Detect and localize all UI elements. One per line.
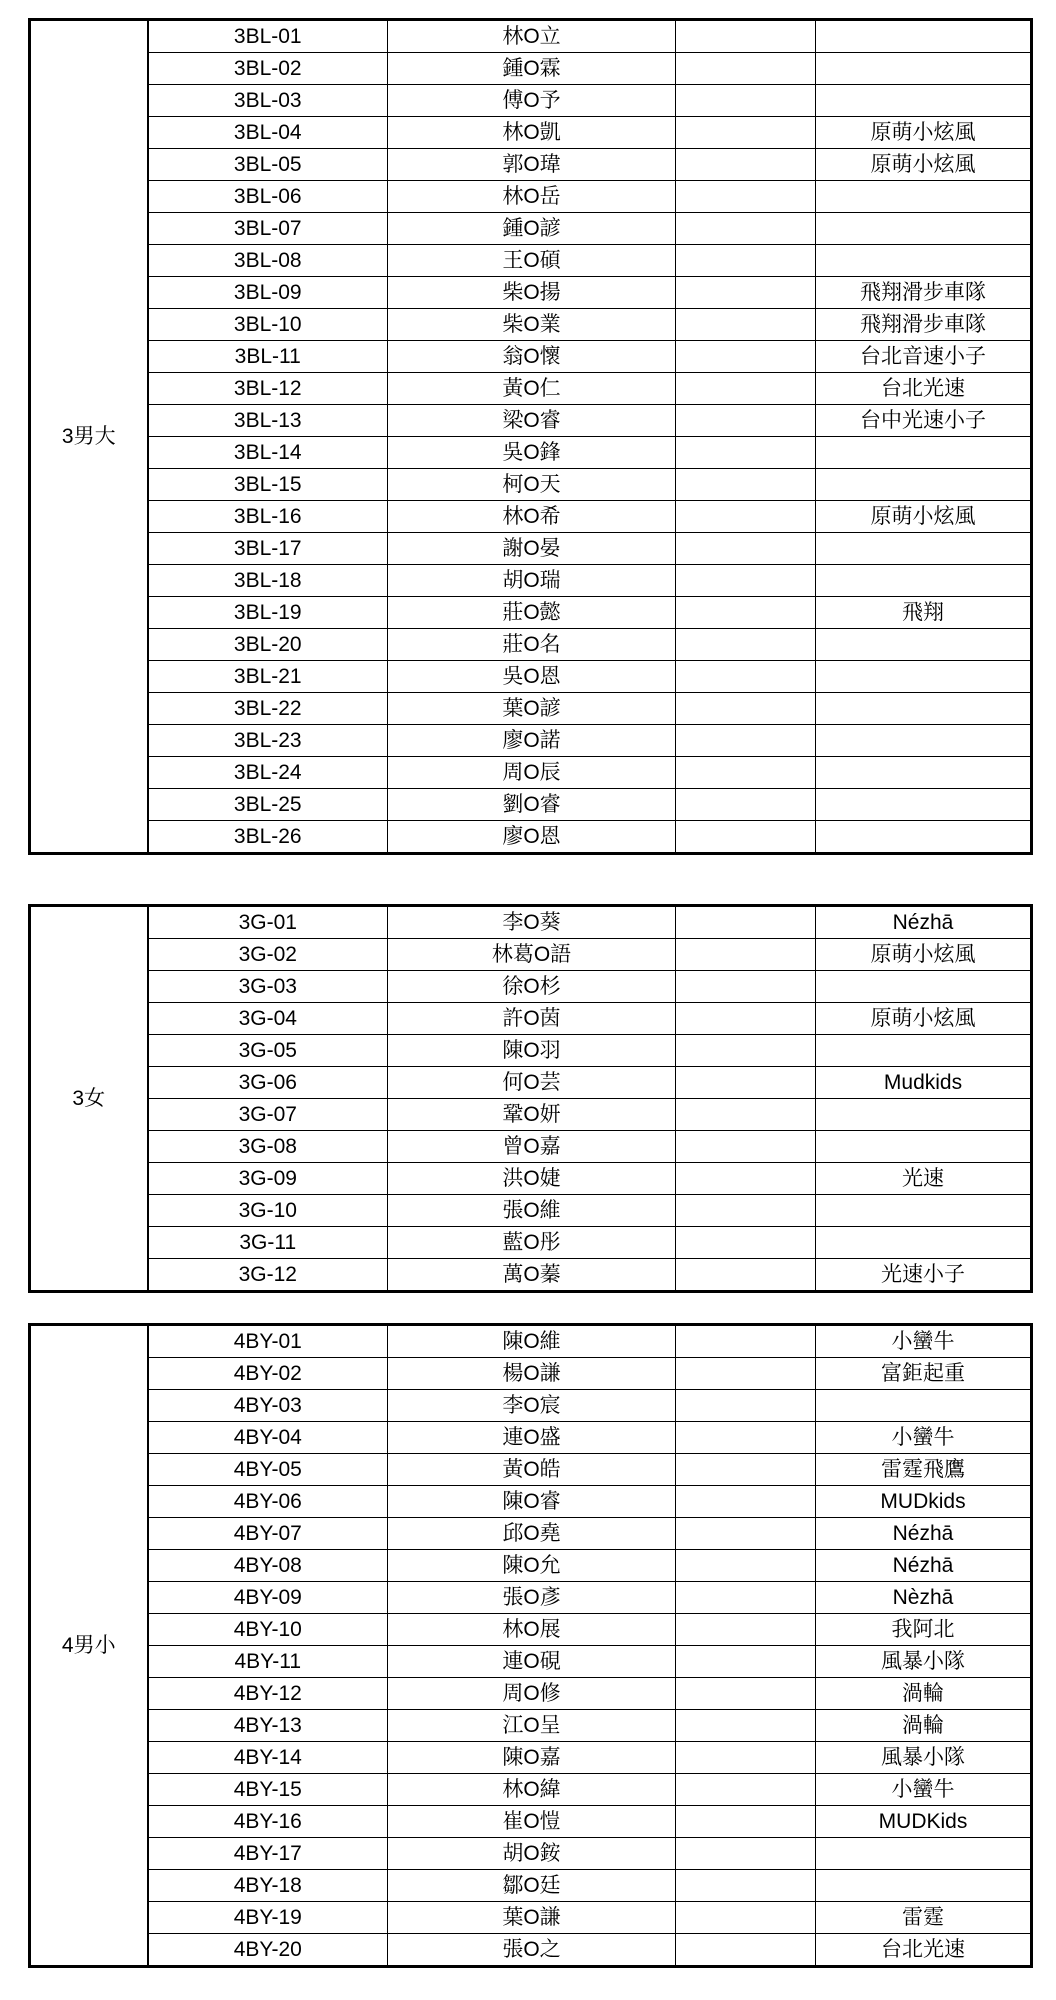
racer-id-cell: 3BL-09 — [148, 277, 388, 309]
racer-id-cell: 3BL-18 — [148, 565, 388, 597]
racer-id-cell: 4BY-10 — [148, 1614, 388, 1646]
table-row — [30, 693, 1032, 725]
table-row — [30, 437, 1032, 469]
racer-id-cell: 3BL-07 — [148, 213, 388, 245]
table-row — [30, 1678, 1032, 1710]
blank-cell — [676, 1742, 816, 1774]
table-row — [30, 971, 1032, 1003]
blank-cell — [676, 85, 816, 117]
roster-table — [28, 18, 1033, 855]
table-row — [30, 213, 1032, 245]
table-row — [30, 405, 1032, 437]
racer-name-cell: 林O立 — [388, 20, 676, 53]
blank-cell — [676, 245, 816, 277]
table-row — [30, 906, 1032, 939]
racer-id-cell: 4BY-06 — [148, 1486, 388, 1518]
table-row — [30, 373, 1032, 405]
team-cell: Nézhā — [816, 906, 1032, 939]
team-cell: 台北光速 — [816, 373, 1032, 405]
table-row — [30, 725, 1032, 757]
table-row — [30, 277, 1032, 309]
racer-id-cell: 3BL-11 — [148, 341, 388, 373]
team-cell: 雷霆飛鷹 — [816, 1454, 1032, 1486]
racer-id-cell: 4BY-08 — [148, 1550, 388, 1582]
racer-id-cell: 3BL-12 — [148, 373, 388, 405]
racer-name-cell: 楊O謙 — [388, 1358, 676, 1390]
table-row — [30, 117, 1032, 149]
racer-id-cell: 3G-07 — [148, 1099, 388, 1131]
team-cell — [816, 629, 1032, 661]
table-row — [30, 789, 1032, 821]
racer-id-cell: 3BL-15 — [148, 469, 388, 501]
blank-cell — [676, 1227, 816, 1259]
blank-cell — [676, 1550, 816, 1582]
racer-name-cell: 李O葵 — [388, 906, 676, 939]
blank-cell — [676, 501, 816, 533]
team-cell — [816, 789, 1032, 821]
team-cell: 原萌小炫風 — [816, 939, 1032, 971]
table-row — [30, 1774, 1032, 1806]
racer-name-cell: 柯O天 — [388, 469, 676, 501]
blank-cell — [676, 533, 816, 565]
blank-cell — [676, 1259, 816, 1292]
team-cell: 飛翔滑步車隊 — [816, 309, 1032, 341]
racer-name-cell: 吳O鋒 — [388, 437, 676, 469]
team-cell — [816, 533, 1032, 565]
racer-id-cell: 3G-03 — [148, 971, 388, 1003]
table-row — [30, 1934, 1032, 1967]
racer-name-cell: 廖O恩 — [388, 821, 676, 854]
blank-cell — [676, 181, 816, 213]
team-cell: 飛翔滑步車隊 — [816, 277, 1032, 309]
team-cell — [816, 565, 1032, 597]
racer-name-cell: 陳O羽 — [388, 1035, 676, 1067]
racer-id-cell: 4BY-15 — [148, 1774, 388, 1806]
racer-name-cell: 洪O婕 — [388, 1163, 676, 1195]
team-cell — [816, 1390, 1032, 1422]
racer-name-cell: 邱O堯 — [388, 1518, 676, 1550]
racer-name-cell: 林O凱 — [388, 117, 676, 149]
team-cell: Nézhā — [816, 1550, 1032, 1582]
racer-id-cell: 3BL-10 — [148, 309, 388, 341]
table-row — [30, 565, 1032, 597]
table-row — [30, 469, 1032, 501]
team-cell: 我阿北 — [816, 1614, 1032, 1646]
racer-id-cell: 3G-04 — [148, 1003, 388, 1035]
blank-cell — [676, 693, 816, 725]
team-cell: Nézhā — [816, 1518, 1032, 1550]
team-cell: 原萌小炫風 — [816, 117, 1032, 149]
racer-name-cell: 柴O揚 — [388, 277, 676, 309]
blank-cell — [676, 1614, 816, 1646]
racer-id-cell: 4BY-19 — [148, 1902, 388, 1934]
blank-cell — [676, 437, 816, 469]
racer-id-cell: 3G-09 — [148, 1163, 388, 1195]
table-row — [30, 1646, 1032, 1678]
table-row — [30, 597, 1032, 629]
racer-name-cell: 翁O懷 — [388, 341, 676, 373]
blank-cell — [676, 1454, 816, 1486]
racer-id-cell: 3G-02 — [148, 939, 388, 971]
racer-name-cell: 萬O蓁 — [388, 1259, 676, 1292]
team-cell: Mudkids — [816, 1067, 1032, 1099]
team-cell: 光速小子 — [816, 1259, 1032, 1292]
blank-cell — [676, 1806, 816, 1838]
table-row — [30, 309, 1032, 341]
table-row — [30, 939, 1032, 971]
racer-name-cell: 林O緯 — [388, 1774, 676, 1806]
table-row — [30, 1227, 1032, 1259]
table-row — [30, 1582, 1032, 1614]
table-row — [30, 1614, 1032, 1646]
table-row — [30, 1870, 1032, 1902]
team-cell: 原萌小炫風 — [816, 501, 1032, 533]
table-row — [30, 1259, 1032, 1292]
team-cell — [816, 437, 1032, 469]
team-cell: 小蠻牛 — [816, 1774, 1032, 1806]
blank-cell — [676, 309, 816, 341]
table-row — [30, 1195, 1032, 1227]
team-cell: 光速 — [816, 1163, 1032, 1195]
category-cell: 4男小 — [30, 1325, 148, 1967]
table-row — [30, 501, 1032, 533]
table-row — [30, 1131, 1032, 1163]
racer-name-cell: 葉O謙 — [388, 1902, 676, 1934]
racer-name-cell: 胡O銨 — [388, 1838, 676, 1870]
blank-cell — [676, 971, 816, 1003]
racer-name-cell: 何O芸 — [388, 1067, 676, 1099]
blank-cell — [676, 277, 816, 309]
team-cell — [816, 1131, 1032, 1163]
blank-cell — [676, 1003, 816, 1035]
racer-name-cell: 黃O仁 — [388, 373, 676, 405]
racer-name-cell: 鍾O諺 — [388, 213, 676, 245]
racer-id-cell: 3BL-04 — [148, 117, 388, 149]
racer-id-cell: 3BL-20 — [148, 629, 388, 661]
table-row — [30, 1806, 1032, 1838]
racer-name-cell: 莊O懿 — [388, 597, 676, 629]
racer-id-cell: 4BY-07 — [148, 1518, 388, 1550]
table-row — [30, 1003, 1032, 1035]
team-cell — [816, 53, 1032, 85]
racer-name-cell: 李O宸 — [388, 1390, 676, 1422]
racer-id-cell: 3G-05 — [148, 1035, 388, 1067]
racer-id-cell: 3BL-22 — [148, 693, 388, 725]
racer-name-cell: 柴O業 — [388, 309, 676, 341]
racer-id-cell: 3BL-26 — [148, 821, 388, 854]
blank-cell — [676, 1325, 816, 1358]
blank-cell — [676, 1099, 816, 1131]
racer-id-cell: 4BY-20 — [148, 1934, 388, 1967]
blank-cell — [676, 1131, 816, 1163]
table-row — [30, 661, 1032, 693]
blank-cell — [676, 1195, 816, 1227]
racer-name-cell: 梁O睿 — [388, 405, 676, 437]
racer-name-cell: 許O茵 — [388, 1003, 676, 1035]
table-row — [30, 1390, 1032, 1422]
table-row — [30, 1099, 1032, 1131]
team-cell — [816, 469, 1032, 501]
team-cell — [816, 181, 1032, 213]
team-cell: 台北音速小子 — [816, 341, 1032, 373]
blank-cell — [676, 1774, 816, 1806]
blank-cell — [676, 341, 816, 373]
racer-name-cell: 連O盛 — [388, 1422, 676, 1454]
racer-name-cell: 劉O睿 — [388, 789, 676, 821]
blank-cell — [676, 757, 816, 789]
racer-id-cell: 3BL-14 — [148, 437, 388, 469]
team-cell: 風暴小隊 — [816, 1646, 1032, 1678]
racer-name-cell: 林葛O語 — [388, 939, 676, 971]
table-row — [30, 20, 1032, 53]
racer-name-cell: 謝O晏 — [388, 533, 676, 565]
racer-id-cell: 3G-06 — [148, 1067, 388, 1099]
racer-id-cell: 3BL-02 — [148, 53, 388, 85]
table-row — [30, 1742, 1032, 1774]
racer-id-cell: 3BL-24 — [148, 757, 388, 789]
team-cell — [816, 661, 1032, 693]
racer-name-cell: 林O岳 — [388, 181, 676, 213]
blank-cell — [676, 789, 816, 821]
racer-name-cell: 張O之 — [388, 1934, 676, 1967]
blank-cell — [676, 117, 816, 149]
team-cell — [816, 85, 1032, 117]
racer-name-cell: 張O維 — [388, 1195, 676, 1227]
table-row — [30, 1163, 1032, 1195]
racer-name-cell: 陳O允 — [388, 1550, 676, 1582]
blank-cell — [676, 1838, 816, 1870]
racer-id-cell: 3BL-19 — [148, 597, 388, 629]
racer-name-cell: 張O彥 — [388, 1582, 676, 1614]
blank-cell — [676, 1390, 816, 1422]
racer-name-cell: 藍O彤 — [388, 1227, 676, 1259]
racer-id-cell: 3BL-17 — [148, 533, 388, 565]
table-row — [30, 1486, 1032, 1518]
blank-cell — [676, 53, 816, 85]
blank-cell — [676, 1870, 816, 1902]
category-cell: 3男大 — [30, 20, 148, 854]
blank-cell — [676, 1678, 816, 1710]
table-row — [30, 1422, 1032, 1454]
team-cell: 小蠻牛 — [816, 1325, 1032, 1358]
racer-id-cell: 3BL-23 — [148, 725, 388, 757]
racer-id-cell: 4BY-03 — [148, 1390, 388, 1422]
blank-cell — [676, 565, 816, 597]
racer-id-cell: 3BL-13 — [148, 405, 388, 437]
blank-cell — [676, 939, 816, 971]
blank-cell — [676, 213, 816, 245]
team-cell: 小蠻牛 — [816, 1422, 1032, 1454]
table-row — [30, 149, 1032, 181]
racer-id-cell: 4BY-01 — [148, 1325, 388, 1358]
blank-cell — [676, 1582, 816, 1614]
racer-name-cell: 陳O維 — [388, 1325, 676, 1358]
table-row — [30, 1838, 1032, 1870]
blank-cell — [676, 1518, 816, 1550]
racer-id-cell: 4BY-14 — [148, 1742, 388, 1774]
table-row — [30, 1454, 1032, 1486]
racer-name-cell: 陳O睿 — [388, 1486, 676, 1518]
blank-cell — [676, 1358, 816, 1390]
racer-id-cell: 4BY-05 — [148, 1454, 388, 1486]
racer-id-cell: 3BL-05 — [148, 149, 388, 181]
blank-cell — [676, 821, 816, 854]
racer-name-cell: 王O碩 — [388, 245, 676, 277]
table-row — [30, 1550, 1032, 1582]
racer-name-cell: 徐O杉 — [388, 971, 676, 1003]
racer-id-cell: 4BY-17 — [148, 1838, 388, 1870]
team-cell — [816, 1195, 1032, 1227]
table-row — [30, 53, 1032, 85]
racer-name-cell: 周O辰 — [388, 757, 676, 789]
racer-id-cell: 4BY-16 — [148, 1806, 388, 1838]
blank-cell — [676, 469, 816, 501]
table-row — [30, 1358, 1032, 1390]
table-row — [30, 1518, 1032, 1550]
blank-cell — [676, 373, 816, 405]
team-cell: 雷霆 — [816, 1902, 1032, 1934]
racer-name-cell: 葉O諺 — [388, 693, 676, 725]
roster-table — [28, 1323, 1033, 1968]
table-row — [30, 85, 1032, 117]
category-cell: 3女 — [30, 906, 148, 1292]
racer-id-cell: 3G-10 — [148, 1195, 388, 1227]
table-row — [30, 1325, 1032, 1358]
blank-cell — [676, 906, 816, 939]
table-row — [30, 1710, 1032, 1742]
team-cell: 原萌小炫風 — [816, 149, 1032, 181]
team-cell — [816, 1099, 1032, 1131]
blank-cell — [676, 1067, 816, 1099]
racer-id-cell: 3BL-25 — [148, 789, 388, 821]
team-cell: MUDkids — [816, 1486, 1032, 1518]
blank-cell — [676, 149, 816, 181]
racer-id-cell: 4BY-18 — [148, 1870, 388, 1902]
blank-cell — [676, 1934, 816, 1967]
racer-name-cell: 鄒O廷 — [388, 1870, 676, 1902]
racer-name-cell: 郭O瑋 — [388, 149, 676, 181]
blank-cell — [676, 1163, 816, 1195]
team-cell — [816, 1227, 1032, 1259]
team-cell: 台中光速小子 — [816, 405, 1032, 437]
racer-name-cell: 莊O名 — [388, 629, 676, 661]
team-cell: 台北光速 — [816, 1934, 1032, 1967]
table-row — [30, 341, 1032, 373]
team-cell: 風暴小隊 — [816, 1742, 1032, 1774]
racer-name-cell: 廖O諾 — [388, 725, 676, 757]
table-row — [30, 821, 1032, 854]
blank-cell — [676, 1486, 816, 1518]
table-row — [30, 757, 1032, 789]
racer-name-cell: 林O展 — [388, 1614, 676, 1646]
blank-cell — [676, 629, 816, 661]
blank-cell — [676, 1902, 816, 1934]
racer-name-cell: 曾O嘉 — [388, 1131, 676, 1163]
team-cell — [816, 757, 1032, 789]
racer-id-cell: 3BL-01 — [148, 20, 388, 53]
racer-name-cell: 胡O瑞 — [388, 565, 676, 597]
racer-name-cell: 傅O予 — [388, 85, 676, 117]
racer-id-cell: 4BY-12 — [148, 1678, 388, 1710]
racer-id-cell: 3BL-06 — [148, 181, 388, 213]
table-row — [30, 533, 1032, 565]
racer-name-cell: 林O希 — [388, 501, 676, 533]
team-cell — [816, 821, 1032, 854]
team-cell — [816, 725, 1032, 757]
table-row — [30, 1067, 1032, 1099]
team-cell — [816, 693, 1032, 725]
team-cell: 富鉅起重 — [816, 1358, 1032, 1390]
team-cell: 渦輪 — [816, 1710, 1032, 1742]
table-row — [30, 245, 1032, 277]
racer-id-cell: 4BY-11 — [148, 1646, 388, 1678]
blank-cell — [676, 1710, 816, 1742]
racer-id-cell: 3BL-08 — [148, 245, 388, 277]
racer-id-cell: 3BL-03 — [148, 85, 388, 117]
blank-cell — [676, 661, 816, 693]
racer-id-cell: 4BY-13 — [148, 1710, 388, 1742]
team-cell — [816, 1035, 1032, 1067]
team-cell: Nèzhā — [816, 1582, 1032, 1614]
team-cell: 原萌小炫風 — [816, 1003, 1032, 1035]
racer-name-cell: 連O硯 — [388, 1646, 676, 1678]
racer-id-cell: 3G-11 — [148, 1227, 388, 1259]
team-cell: 渦輪 — [816, 1678, 1032, 1710]
team-cell — [816, 1870, 1032, 1902]
racer-name-cell: 崔O愷 — [388, 1806, 676, 1838]
racer-name-cell: 陳O嘉 — [388, 1742, 676, 1774]
blank-cell — [676, 405, 816, 437]
team-cell — [816, 971, 1032, 1003]
team-cell — [816, 20, 1032, 53]
racer-name-cell: 鞏O妍 — [388, 1099, 676, 1131]
blank-cell — [676, 20, 816, 53]
blank-cell — [676, 725, 816, 757]
racer-id-cell: 3BL-16 — [148, 501, 388, 533]
racer-name-cell: 江O呈 — [388, 1710, 676, 1742]
blank-cell — [676, 1646, 816, 1678]
blank-cell — [676, 1422, 816, 1454]
roster-table — [28, 904, 1033, 1293]
team-cell: 飛翔 — [816, 597, 1032, 629]
racer-id-cell: 3G-08 — [148, 1131, 388, 1163]
racer-id-cell: 4BY-04 — [148, 1422, 388, 1454]
racer-id-cell: 3BL-21 — [148, 661, 388, 693]
racer-name-cell: 吳O恩 — [388, 661, 676, 693]
team-cell — [816, 245, 1032, 277]
blank-cell — [676, 1035, 816, 1067]
racer-id-cell: 3G-01 — [148, 906, 388, 939]
team-cell: MUDKids — [816, 1806, 1032, 1838]
racer-id-cell: 4BY-02 — [148, 1358, 388, 1390]
team-cell — [816, 1838, 1032, 1870]
blank-cell — [676, 597, 816, 629]
table-row — [30, 1902, 1032, 1934]
racer-name-cell: 黃O皓 — [388, 1454, 676, 1486]
table-row — [30, 629, 1032, 661]
table-row — [30, 181, 1032, 213]
table-row — [30, 1035, 1032, 1067]
racer-name-cell: 鍾O霖 — [388, 53, 676, 85]
racer-id-cell: 3G-12 — [148, 1259, 388, 1292]
racer-name-cell: 周O修 — [388, 1678, 676, 1710]
racer-id-cell: 4BY-09 — [148, 1582, 388, 1614]
team-cell — [816, 213, 1032, 245]
